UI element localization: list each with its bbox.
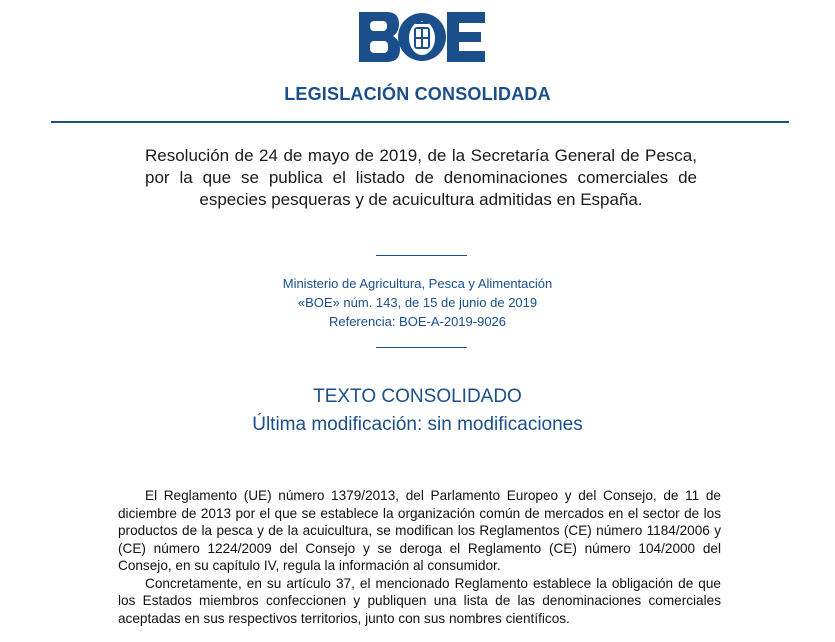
- ministry-name: Ministerio de Agricultura, Pesca y Alimentación: [282, 276, 553, 291]
- reference-id: Referencia: BOE-A-2019-9026: [328, 314, 507, 329]
- document-title: Resolución de 24 de mayo de 2019, de la Secretaría General de Pesca, por la que se publica el listado de denominaciones comerciales de especies pesqueras y de acuicultura admitidas en España.: [145, 146, 697, 209]
- last-modification: Última modificación: sin modificaciones: [252, 414, 583, 435]
- section-title: LEGISLACIÓN CONSOLIDADA: [284, 84, 551, 104]
- title-divider: [376, 255, 467, 256]
- header-divider: [51, 121, 789, 123]
- gazette-info: «BOE» núm. 143, de 15 de junio de 2019: [297, 295, 538, 310]
- body-paragraph-2: Concretamente, en su artículo 37, el mencionado Reglamento establece la obligación de que los Estados miembros confeccionen y publiquen una lista de las denominaciones comerciales aceptadas en sus respectivos territorios, junto con sus nombres científicos.: [118, 575, 721, 626]
- document-body: [118, 487, 721, 627]
- body-paragraph-1: El Reglamento (UE) número 1379/2013, del Parlamento Europeo y del Consejo, de 11 de diciembre de 2013 por el que se establece la organización común de mercados en el sector de los productos de la pesca y de la acuicultura, se modifican los Reglamentos (CE) número 1184/2006 y (CE) número 1224/2009 del Consejo y se deroga el Reglamento (CE) número 104/2000 del Consejo, en su capítulo IV, regula la información al consumidor.: [118, 488, 721, 573]
- reference-block: [0, 274, 835, 331]
- boe-logo: [359, 12, 485, 62]
- reference-divider: [376, 347, 467, 348]
- consolidated-heading: TEXTO CONSOLIDADO: [313, 386, 522, 407]
- boe-logo-graphic: [359, 12, 485, 62]
